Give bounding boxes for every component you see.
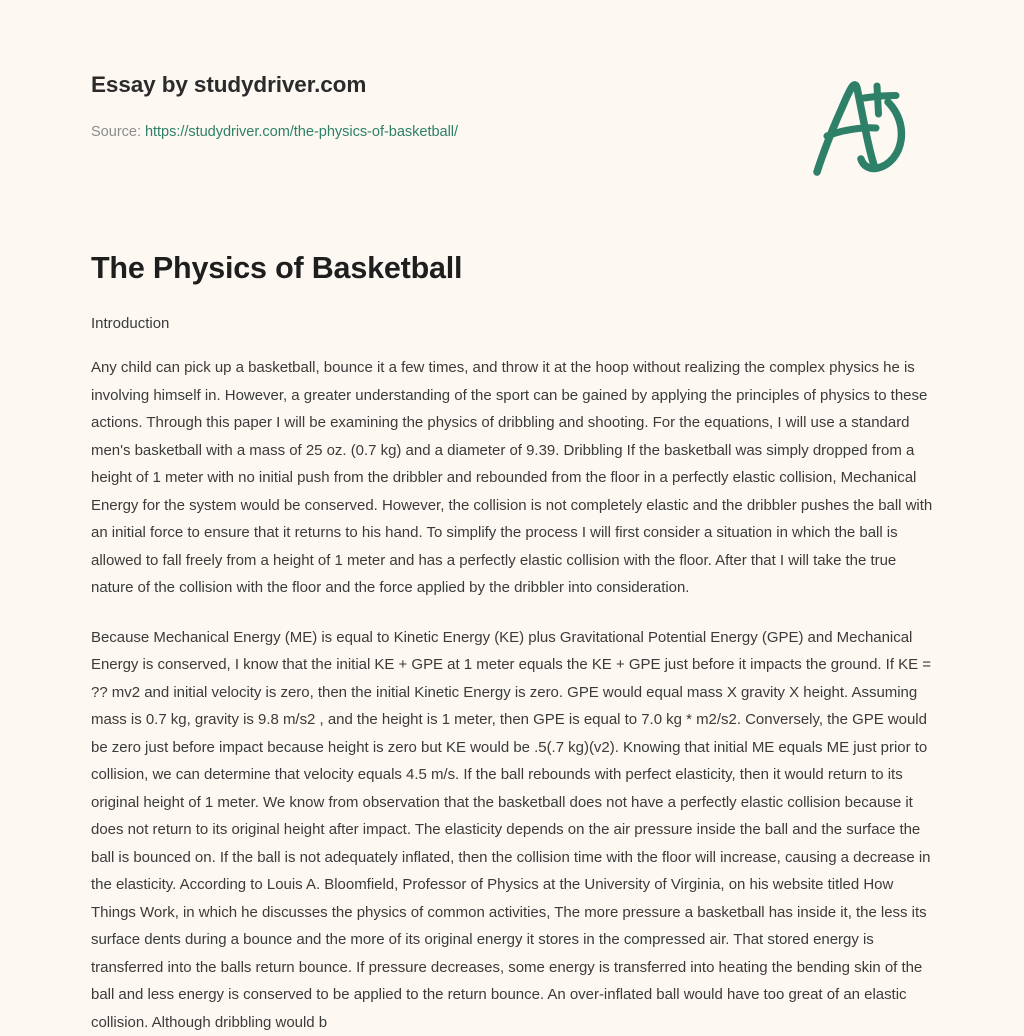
source-line — [91, 124, 458, 140]
page-title: The Physics of Basketball — [0, 248, 1024, 288]
a-plus-logo — [808, 72, 920, 180]
article-body — [0, 312, 1024, 1036]
article — [0, 248, 1024, 1036]
source-url-link[interactable]: https://studydriver.com/the-physics-of-basketball/ — [145, 124, 458, 140]
page-header — [0, 0, 1024, 200]
byline: Essay by studydriver.com — [91, 72, 366, 98]
section-heading-introduction: Introduction — [91, 312, 933, 336]
paragraph: Any child can pick up a basketball, bounce it a few times, and throw it at the hoop without realizing the complex physics he is involving himself in. However, a greater understanding of the sport can be gained by applying the principles of physics to these actions. Through this paper I will be examining the physics of dribbling and shooting. For the equations, I will use a standard men's basketball with a mass of 25 oz. (0.7 kg) and a diameter of 9.39. Dribbling If the basketball was simply dropped from a height of 1 meter with no initial push from the dribbler and rebounded from the floor in a perfectly elastic collision, Mechanical Energy for the system would be conserved. However, the collision is not completely elastic and the dribbler pushes the ball with an initial force to ensure that it returns to his hand. To simplify the process I will first consider a situation in which the ball is allowed to fall freely from a height of 1 meter and has a perfectly elastic collision with the floor. After that I will take the true nature of the collision with the floor and the force applied by the dribbler into consideration. — [91, 354, 933, 602]
source-label: Source: — [91, 124, 145, 140]
paragraph: Because Mechanical Energy (ME) is equal to Kinetic Energy (KE) plus Gravitational Potential Energy (GPE) and Mechanical Energy is conserved, I know that the initial KE + GPE at 1 meter equals the KE + GPE just before it impacts the ground. If KE = ?? mv2 and initial velocity is zero, then the initial Kinetic Energy is zero. GPE would equal mass X gravity X height. Assuming mass is 0.7 kg, gravity is 9.8 m/s2 , and the height is 1 meter, then GPE is equal to 7.0 kg * m2/s2. Conversely, the GPE would be zero just before impact because height is zero but KE would be .5(.7 kg)(v2). Knowing that initial ME equals ME just prior to collision, we can determine that velocity equals 4.5 m/s. If the ball rebounds with perfect elasticity, then it would return to its original height of 1 meter. We know from observation that the basketball does not have a perfectly elastic collision because it does not return to its original height after impact. The elasticity depends on the air pressure inside the ball and the surface the ball is bounced on. If the ball is not adequately inflated, then the collision time with the floor will increase, causing a decrease in the elasticity. According to Louis A. Bloomfield, Professor of Physics at the University of Virginia, on his website titled How Things Work, in which he discusses the physics of common activities, The more pressure a basketball has inside it, the less its surface dents during a bounce and the more of its original energy it stores in the compressed air. That stored energy is transferred into the balls return bounce. If pressure decreases, some energy is transferred into heating the bending skin of the ball and less energy is conserved to be applied to the return bounce. An over-inflated ball would have too great of an elastic collision. Although dribbling would b — [91, 624, 933, 1036]
